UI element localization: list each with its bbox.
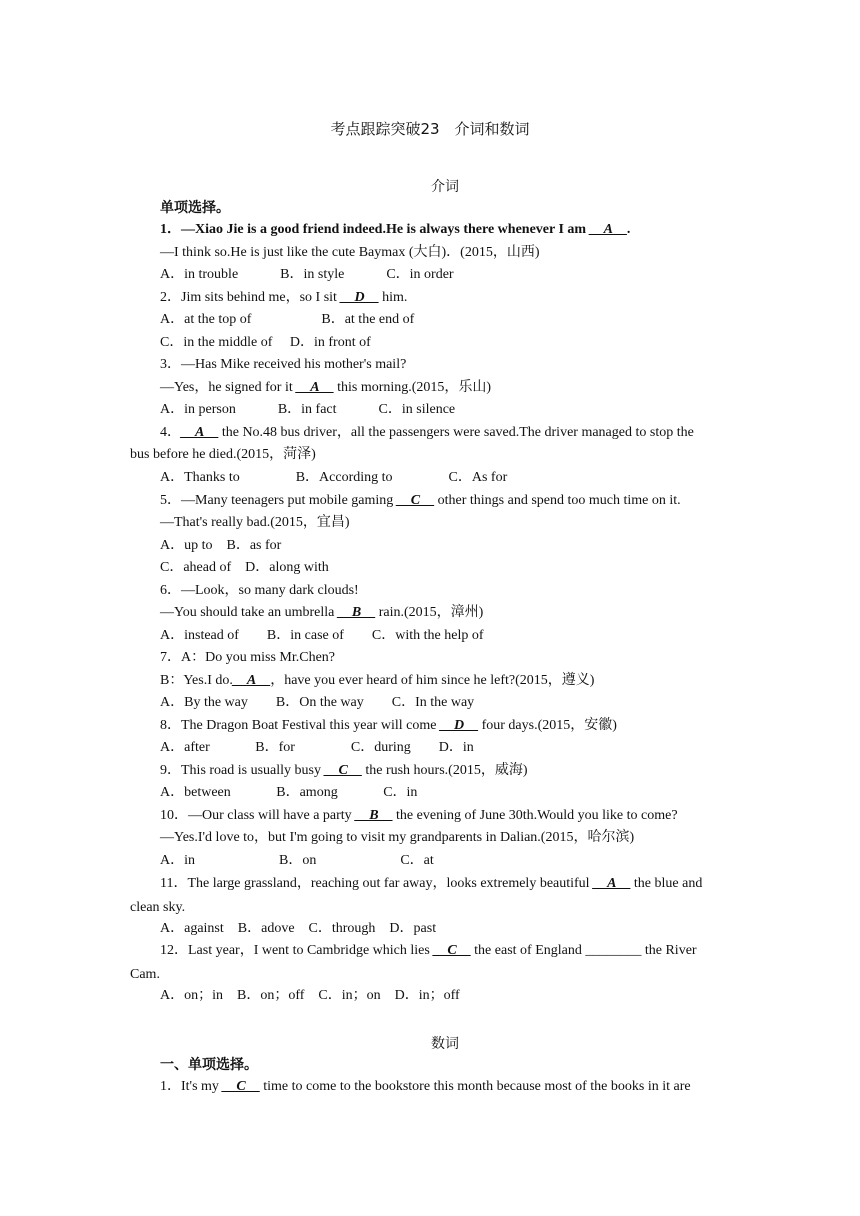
page-title: 考点跟踪突破23 介词和数词 bbox=[330, 120, 530, 138]
question-1-options: A．in trouble B．in style C．in order bbox=[160, 267, 454, 282]
question-7: 7．A：Do you miss Mr.Chen? bbox=[160, 650, 335, 665]
question-5 bbox=[160, 492, 681, 510]
question-text: other things and spend too much time on it. bbox=[434, 493, 681, 508]
question-10 bbox=[160, 807, 678, 825]
question-text: —You should take an umbrella bbox=[160, 605, 338, 620]
question-text: the rush hours.(2015，威海) bbox=[361, 763, 528, 778]
question-4-line2: bus before he died.(2015，菏泽) bbox=[130, 447, 316, 462]
question-text: 9．This road is usually busy bbox=[160, 763, 325, 778]
question-text: B：Yes.I do. bbox=[160, 673, 233, 688]
answer-blank: __C__ bbox=[324, 763, 362, 778]
question-10-line2: —Yes.I'd love to，but I'm going to visit my grandparents in Dalian.(2015，哈尔滨) bbox=[160, 830, 635, 845]
question-2-options-2: C．in the middle of D．in front of bbox=[160, 335, 371, 350]
question-3-options: A．in person B．in fact C．in silence bbox=[160, 402, 456, 417]
question-text: 1．It's my bbox=[160, 1079, 223, 1094]
question-9-options: A．between B．among C．in bbox=[160, 785, 418, 800]
question-2 bbox=[160, 289, 407, 307]
question-text: him. bbox=[378, 290, 408, 305]
question-text: 8．The Dragon Boat Festival this year will come bbox=[160, 718, 440, 733]
question-text: time to come to the bookstore this month because most of the books in it are bbox=[259, 1079, 691, 1094]
question-11-options: A．against B．adove C．through D．past bbox=[160, 921, 437, 936]
section-heading-numerals: 数词 bbox=[431, 1036, 459, 1052]
question-1 bbox=[160, 221, 630, 239]
answer-blank: __D__ bbox=[439, 718, 479, 733]
question-5-line2: —That's really bad.(2015，宜昌) bbox=[160, 515, 350, 530]
question-text: 12．Last year，I went to Cambridge which lies bbox=[160, 943, 434, 958]
question-12 bbox=[160, 942, 697, 960]
question-text: . bbox=[626, 222, 631, 237]
question-text: 4． bbox=[160, 425, 181, 440]
question-7-line2 bbox=[160, 672, 594, 690]
numeral-question-1 bbox=[160, 1078, 691, 1096]
question-4 bbox=[160, 424, 694, 442]
question-text: 2．Jim sits behind me，so I sit bbox=[160, 290, 341, 305]
question-text: the blue and bbox=[630, 876, 703, 891]
question-6-line2 bbox=[160, 604, 483, 622]
question-5-options-1: A．up to B．as for bbox=[160, 538, 282, 553]
answer-blank: __C__ bbox=[433, 943, 471, 958]
question-3: 3．—Has Mike received his mother's mail? bbox=[160, 357, 407, 372]
answer-blank: __A__ bbox=[296, 380, 334, 395]
answer-blank: __C__ bbox=[396, 493, 435, 508]
question-text: —Yes，he signed for it bbox=[160, 380, 297, 395]
question-2-options-1: A．at the top of B．at the end of bbox=[160, 312, 415, 327]
question-text: four days.(2015，安徽) bbox=[478, 718, 617, 733]
question-12-options: A．on；in B．on；off C．in；on D．in；off bbox=[160, 988, 460, 1003]
question-1-line2: —I think so.He is just like the cute Baymax (大白)．(2015，山西) bbox=[160, 245, 540, 260]
question-8-options: A．after B．for C．during D．in bbox=[160, 740, 474, 755]
question-6: 6．—Look，so many dark clouds! bbox=[160, 583, 359, 598]
answer-blank: __A__ bbox=[232, 673, 271, 688]
question-4-options: A．Thanks to B．According to C．As for bbox=[160, 470, 508, 485]
question-text: rain.(2015，漳州) bbox=[375, 605, 484, 620]
answer-blank: __A__ bbox=[181, 425, 219, 440]
question-10-options: A．in B．on C．at bbox=[160, 853, 434, 868]
question-12-line2: Cam. bbox=[130, 967, 160, 982]
answer-blank: __D__ bbox=[340, 290, 379, 305]
answer-blank: __B__ bbox=[337, 605, 376, 620]
question-text: the No.48 bus driver，all the passengers were saved.The driver managed to stop the bbox=[218, 425, 694, 440]
answer-blank: __C__ bbox=[222, 1079, 260, 1094]
answer-blank: __B__ bbox=[355, 808, 393, 823]
question-text: 5．—Many teenagers put mobile gaming bbox=[160, 493, 397, 508]
question-text: the east of England ________ the River bbox=[470, 943, 697, 958]
question-text: 1．—Xiao Jie is a good friend indeed.He is always there whenever I am bbox=[160, 222, 590, 237]
question-5-options-2: C．ahead of D．along with bbox=[160, 560, 329, 575]
section-instruction: 单项选择。 bbox=[160, 200, 230, 216]
section-instruction: 一、单项选择。 bbox=[160, 1057, 258, 1073]
answer-blank: __A__ bbox=[589, 222, 627, 237]
question-text: 11．The large grassland，reaching out far away，looks extremely beautiful bbox=[160, 876, 594, 891]
section-heading-prepositions: 介词 bbox=[431, 179, 459, 195]
question-11-line2: clean sky. bbox=[130, 900, 186, 915]
question-6-options: A．instead of B．in case of C．with the help of bbox=[160, 628, 484, 643]
question-text: this morning.(2015，乐山) bbox=[333, 380, 492, 395]
question-text: 10．—Our class will have a party bbox=[160, 808, 356, 823]
question-text: the evening of June 30th.Would you like to come? bbox=[392, 808, 678, 823]
question-9 bbox=[160, 762, 528, 780]
question-text: ，have you ever heard of him since he left?(2015，遵义) bbox=[270, 673, 595, 688]
question-3-line2 bbox=[160, 379, 491, 397]
question-8 bbox=[160, 717, 617, 735]
question-7-options: A．By the way B．On the way C．In the way bbox=[160, 695, 475, 710]
answer-blank: __A__ bbox=[593, 876, 631, 891]
question-11 bbox=[160, 875, 702, 893]
